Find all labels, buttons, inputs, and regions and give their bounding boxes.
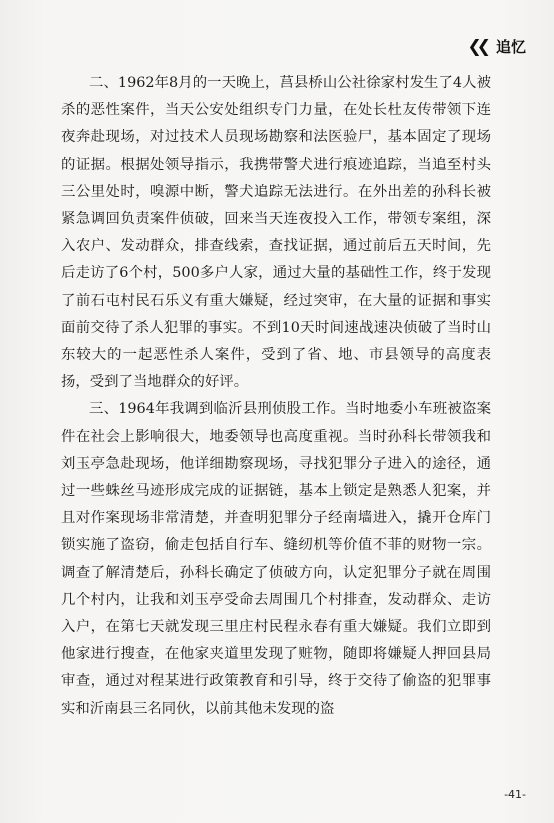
double-chevron-left-icon: ❮❮	[467, 36, 486, 57]
section-header	[467, 36, 526, 57]
paragraph: 三、1964年我调到临沂县刑侦股工作。当时地委小车班被盗案件在社会上影响很大，地委领导也高度重视。当时孙科长带领我和刘玉亭急赴现场，他详细勘察现场，寻找犯罪分子进入的途径，通过一些蛛丝马迹形成完成的证据链，基本上锁定是熟悉人犯案，并且对作案现场非常清楚，并查明犯罪分子经南墙进入，撬开仓库门锁实施了盗窃，偷走包括自行车、缝纫机等价值不菲的财物一宗。调查了解清楚后，孙科长确定了侦破方向，认定犯罪分子就在周围几个村内，让我和刘玉亭受命去周围几个村排查，发动群众、走访入户，在第七天就发现三里庄村民程永春有重大嫌疑。我们立即到他家进行搜查，在他家夹道里发现了赃物，随即将嫌疑人押回县局审查，通过对程某进行政策教育和引导，终于交待了偷盗的犯罪事实和沂南县三名同伙，以前其他未发现的盗	[61, 401, 491, 717]
page-number: -41-	[504, 788, 526, 801]
body-text	[61, 70, 491, 723]
section-title: 追忆	[495, 38, 526, 56]
paragraph: 二、1962年8月的一天晚上，莒县桥山公社徐家村发生了4人被杀的恶性案件，当天公安处组织专门力量，在处长杜友传带领下连夜奔赴现场，对过技术人员现场勘察和法医验尸，基本固定了现场的证据。根据处领导指示，我携带警犬进行痕迹追踪，当追至村头三公里处时，嗅源中断，警犬追踪无法进行。在外出差的孙科长被紧急调回负责案件侦破，回来当天连夜投入工作，带领专案组，深入农户、发动群众，排查线索，查找证据，通过前后五天时间，先后走访了6个村，500多户人家，通过大量的基础性工作，终于发现了前石屯村民石乐义有重大嫌疑，经过突审，在大量的证据和事实面前交待了杀人犯罪的事实。不到10天时间速战速决侦破了当时山东较大的一起恶性杀人案件，受到了省、地、市县领导的高度表扬，受到了当地群众的好评。	[61, 75, 491, 391]
